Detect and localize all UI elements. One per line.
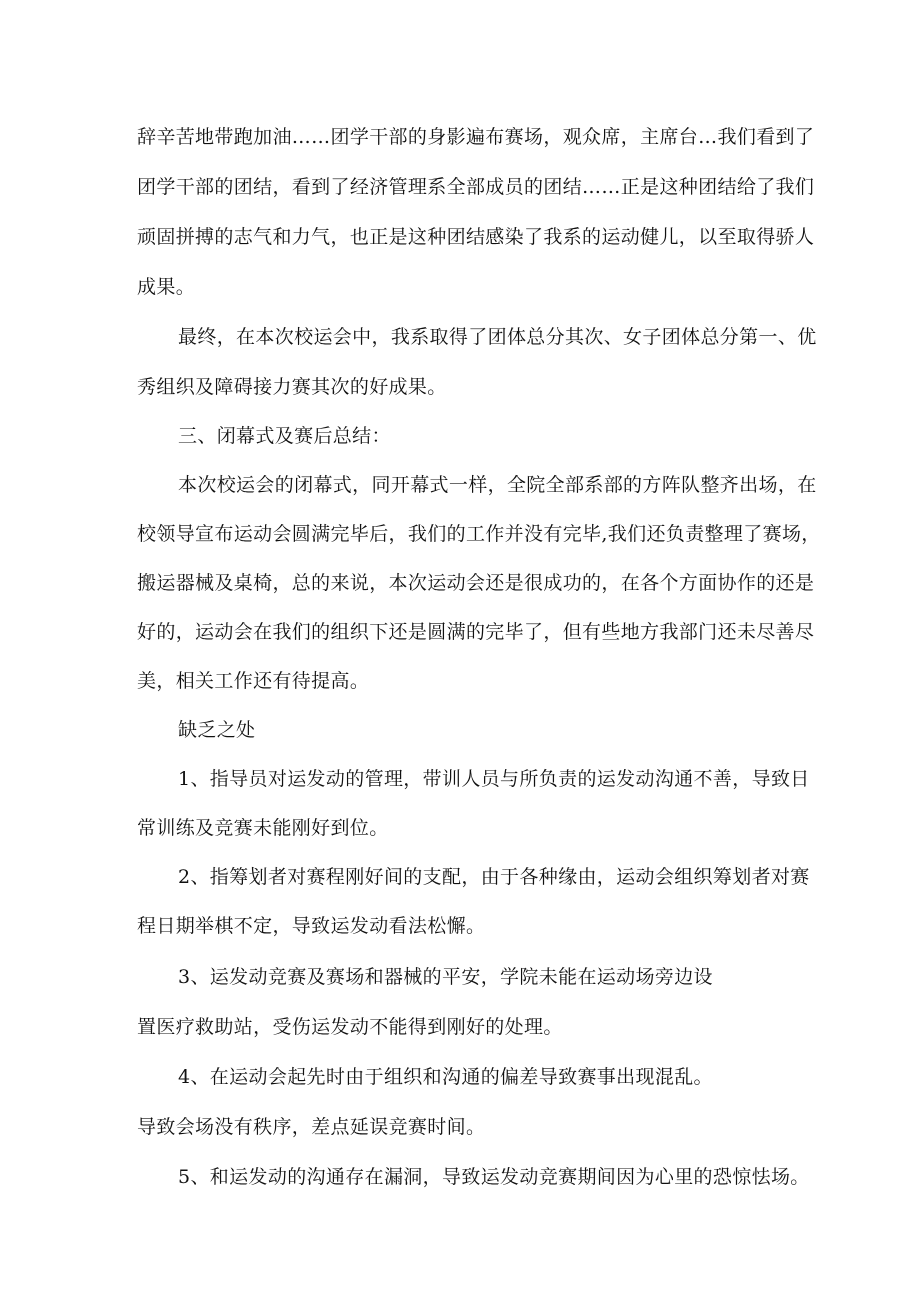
text-line: 成果。 [137, 276, 196, 298]
section-heading: 三、闭幕式及赛后总结： [178, 425, 391, 447]
text-line: 美，相关工作还有待提高。 [137, 670, 370, 692]
list-item-line: 5、和运发动的沟通存在漏洞，导致运发动竞赛期间因为心里的恐惊怯场。 [178, 1166, 810, 1188]
list-item-line: 程日期举棋不定，导致运发动看法松懈。 [137, 915, 486, 937]
text-line: 秀组织及障碍接力赛其次的好成果。 [137, 376, 447, 398]
text-line: 顽固拼搏的志气和力气，也正是这种团结感染了我系的运动健儿，以至取得骄人 [137, 226, 815, 248]
list-item-line: 置医疗救助站，受伤运发动不能得到刚好的处理。 [137, 1016, 563, 1038]
list-item-line: 常训练及竞赛未能刚好到位。 [137, 817, 389, 839]
text-line: 本次校运会的闭幕式，同开幕式一样，全院全部系部的方阵队整齐出场，在 [178, 474, 817, 496]
list-item-line: 导致会场没有秩序，差点延误竞赛时间。 [137, 1116, 486, 1138]
text-line: 搬运器械及桌椅，总的来说，本次运动会还是很成功的，在各个方面协作的还是 [137, 572, 815, 594]
list-item-line: 2、指筹划者对赛程刚好间的支配，由于各种缘由，运动会组织筹划者对赛 [178, 866, 810, 888]
text-line: 团学干部的团结，看到了经济管理系全部成员的团结……正是这种团结给了我们 [137, 176, 815, 198]
list-item-line: 4、在运动会起先时由于组织和沟通的偏差导致赛事出现混乱。 [178, 1066, 713, 1088]
text-line: 好的，运动会在我们的组织下还是圆满的完毕了，但有些地方我部门还未尽善尽 [137, 621, 815, 643]
list-item-line: 1、指导员对运发动的管理，带训人员与所负责的运发动沟通不善，导致日 [178, 768, 810, 790]
list-item-line: 3、运发动竞赛及赛场和器械的平安，学院未能在运动场旁边设 [178, 966, 713, 988]
text-line: 校领导宣布运动会圆满完毕后，我们的工作并没有完毕,我们还负责整理了赛场， [137, 523, 821, 545]
subsection-heading: 缺乏之处 [178, 719, 256, 741]
text-line: 最终，在本次校运会中，我系取得了团体总分其次、女子团体总分第一、优 [178, 326, 817, 348]
text-line: 辞辛苦地带跑加油……团学干部的身影遍布赛场，观众席，主席台…我们看到了 [137, 126, 815, 148]
